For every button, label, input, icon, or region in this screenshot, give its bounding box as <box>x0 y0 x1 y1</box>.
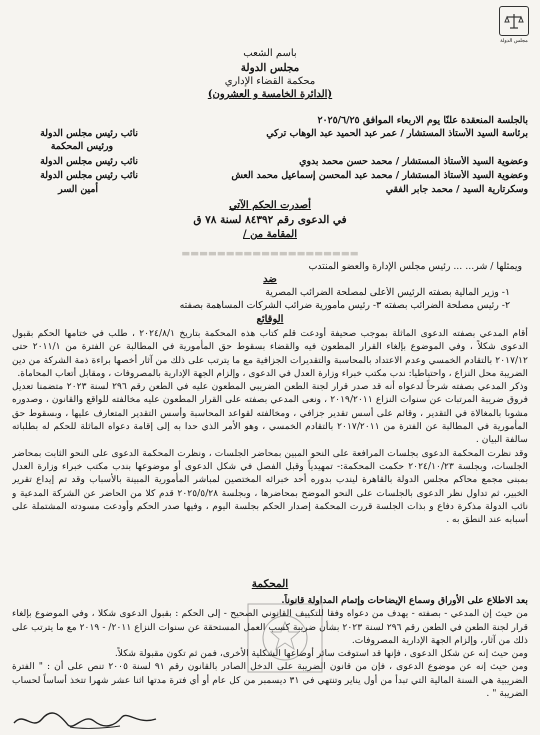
represented-by: ويمثلها / شر... ... رئيس مجلس الإدارة والعضو المنتدب <box>308 261 522 272</box>
signature-icon <box>10 705 160 733</box>
facts-section <box>12 327 528 589</box>
secretary-title: أمين السر <box>58 184 98 195</box>
member2-title: نائب رئيس مجلس الدولة <box>40 170 138 181</box>
redacted-plaintiff: ▬▬▬▬▬▬▬▬▬▬▬▬▬▬▬▬▬▬▬▬ <box>181 248 359 259</box>
scales-icon <box>499 6 529 36</box>
emblem-label: مجلس الدولة <box>500 38 528 44</box>
facts-paragraph-2: وذكر المدعي بصفته شرحاً لدعواه أنه قد صدر قرار لجنة الطعن الضريبي المطعون عليه في الطعن رقم ٢٩٦ لسنة ٢٠٢٣ متضمنا تعديل فروق ضريبة المرتبات عن سنوات النزاع ٢٠١٩/٢٠١١ ، ونعى المدعي بصفته على القرار المطعون عليه مخالفته للواقع والقانون ، وصدوره مشوبا بالمغالاة في التقدير ، وقائم على أسس تقدير جزافي ، ومخالفته لقواعد المحاسبة وأسس التقدير المتعارف عليها ، وبسقوط حق المأمورية في المطالبة عن الفترة من ٢٠١٧/٢٠١١ بالتقادم الخمسي ، وهو الأمر الذي حدا به إلى إقامة دعواه الماثلة للحكم له بطلباته سالفة البيان . <box>12 381 528 446</box>
facts-heading: الوقائع <box>256 314 284 325</box>
judgment-issued: أصدرت الحكم الآتي <box>229 200 311 211</box>
member1-line: وعضوية السيد الأستاذ المستشار / محمد حسن محمد بدوي <box>299 156 528 167</box>
chair-title: نائب رئيس مجلس الدولة <box>40 128 138 139</box>
facts-paragraph-3: وقد نظرت المحكمة الدعوى بجلسات المرافعة على النحو المبين بمحاضر الجلسات ، ونظرت المحكمة الدعوى على النحو الثابت بمحاضر الجلسات، وبجلسة ٢٠٢٤/١٠/٢٣ حكمت المحكمة:- تمهيدياً وقبل الفصل في شكل الدعوى أو موضوعها بندب مكتب خبراء وزارة العدل بمبنى مجمع محاكم مجلس الدولة بالقاهرة ليندب بدوره أحد خبرائه المختصين لمباشر المأمورية المبينة بالأسباب وقد تم إيداع تقرير الخبير، ثم تداول نظر الدعوى بالجلسات على النحو الموضح بمحاضرها ، وبجلسة ٢٠٢٥/٥/٢٨ قدم كلا من الحاضر عن الشركة المدعية و نائب الدولة مذكرة دفاع و بذات الجلسة قررت المحكمة إصدار الحكم بجلسة اليوم ، وفيها صدر الحكم وأودعت مسودته المشتملة على أسبابه عند النطق به . <box>12 447 528 526</box>
header-in-name-of-people: باسم الشعب <box>243 48 297 59</box>
member1-title: نائب رئيس مجلس الدولة <box>40 156 138 167</box>
court-paragraph-3: ومن حيث إنه عن شكل الدعوى ، فإنها قد استوفت سائر أوضاعها الشكلية الأخرى، فمن ثم تكون مقبولة شكلاً. <box>114 648 528 660</box>
court-paragraph-1: بعد الاطلاع على الأوراق وسماع الإيضاحات وإتمام المداولة قانوناً. <box>281 595 528 606</box>
defendant-1: ١- وزير المالية بصفته الرئيس الأعلى لمصلحة الضرائب المصرية <box>265 287 510 298</box>
court-heading: المحكمة <box>251 578 289 590</box>
facts-paragraph-1: أقام المدعي بصفته الدعوى الماثلة بموجب صحيفة أودعت قلم كتاب هذه المحكمة بتاريخ ٢٠٢٤/٨/١ ، طلب في ختامها الحكم بقبول الدعوى شكلاً ، وفي الموضوع بإلغاء القرار المطعون فيه والقضاء بسقوط حق المأمورية في المطالبة عن الفترة من ٢٠١١/١ حتى ٢٠١٧/١٢ بالتقادم الخمسي وعدم الاعتداد بالمحاسبة والتقديرات الجزافية مع ما يترتب على ذلك من آثار أخصها براءة ذمة الشركة من دين الضريبة محل النزاع ، واحتياطيا: ندب مكتب خبراء وزارة العدل في الدعوى ، وإلزام الجهة الإدارية بالمصروفات ، ومقابل أتعاب المحاماة. <box>12 328 528 379</box>
chair-title-2: ورئيس المحكمة <box>50 141 113 152</box>
against-heading: ضد <box>263 274 277 285</box>
case-number: في الدعوى رقم ٨٤٣٩٢ لسنة ٧٨ ق <box>193 214 347 226</box>
member2-line: وعضوية السيد الأستاذ المستشار / محمد عبد المحسن إسماعيل محمد العش <box>231 170 528 181</box>
defendant-2-3: ٢- رئيس مصلحة الضرائب بصفته ٣- رئيس مأمورية ضرائب الشركات المساهمة بصفته <box>179 300 510 311</box>
court-paragraph-2: من حيث إن المدعي - بصفته - يهدف من دعواه وفقا للتكييف القانوني الصحيح - إلى الحكم : بقبول الدعوى شكلا ، وفي الموضوع بإلغاء قرار لجنة الطعن في الطعن رقم ٢٩٦ لسنة ٢٠٢٣ بشأن ضريبة كسب العمل المستحقة عن سنوات النزاع ٢٠١١/ - ٢٠١٩ مع ما يترتب على ذلك من آثار، وإلزام الجهة الإدارية المصروفات. <box>12 608 528 646</box>
council-emblem <box>494 6 534 44</box>
header-circuit: (الدائرة الخامسة و العشرون) <box>207 89 333 100</box>
court-paragraph-4: ومن حيث إنه عن موضوع الدعوى ، فإن من قانون الضريبة على الدخل الصادر بالقانون رقم ٩١ لسنة ٢٠٠٥ تنص على أن : " الفترة الضريبية هي السنة المالية التي تبدأ من أول يناير وتنتهي في ٣١ ديسمبر من كل عام أو أي فترة مدتها اثنا عشر شهرا تتخذ أساساً لحساب الضريبة " . <box>12 661 528 700</box>
filed-by: المقامة من / <box>242 229 297 240</box>
chair-line: برئاسة السيد الأستاذ المستشار / عمر عبد الحميد عبد الوهاب تركي <box>266 128 528 139</box>
header-council: مجلس الدولة <box>240 62 300 74</box>
header-court: محكمة القضاء الإداري <box>224 76 316 87</box>
session-date: بالجلسة المنعقدة علنًا يوم الاربعاء الموافق ٢٠٢٥/٦/٢٥ <box>317 115 528 126</box>
secretary-line: وسكرتارية السيد / محمد جابر الفقي <box>385 184 528 195</box>
court-stamp-icon <box>240 598 330 678</box>
